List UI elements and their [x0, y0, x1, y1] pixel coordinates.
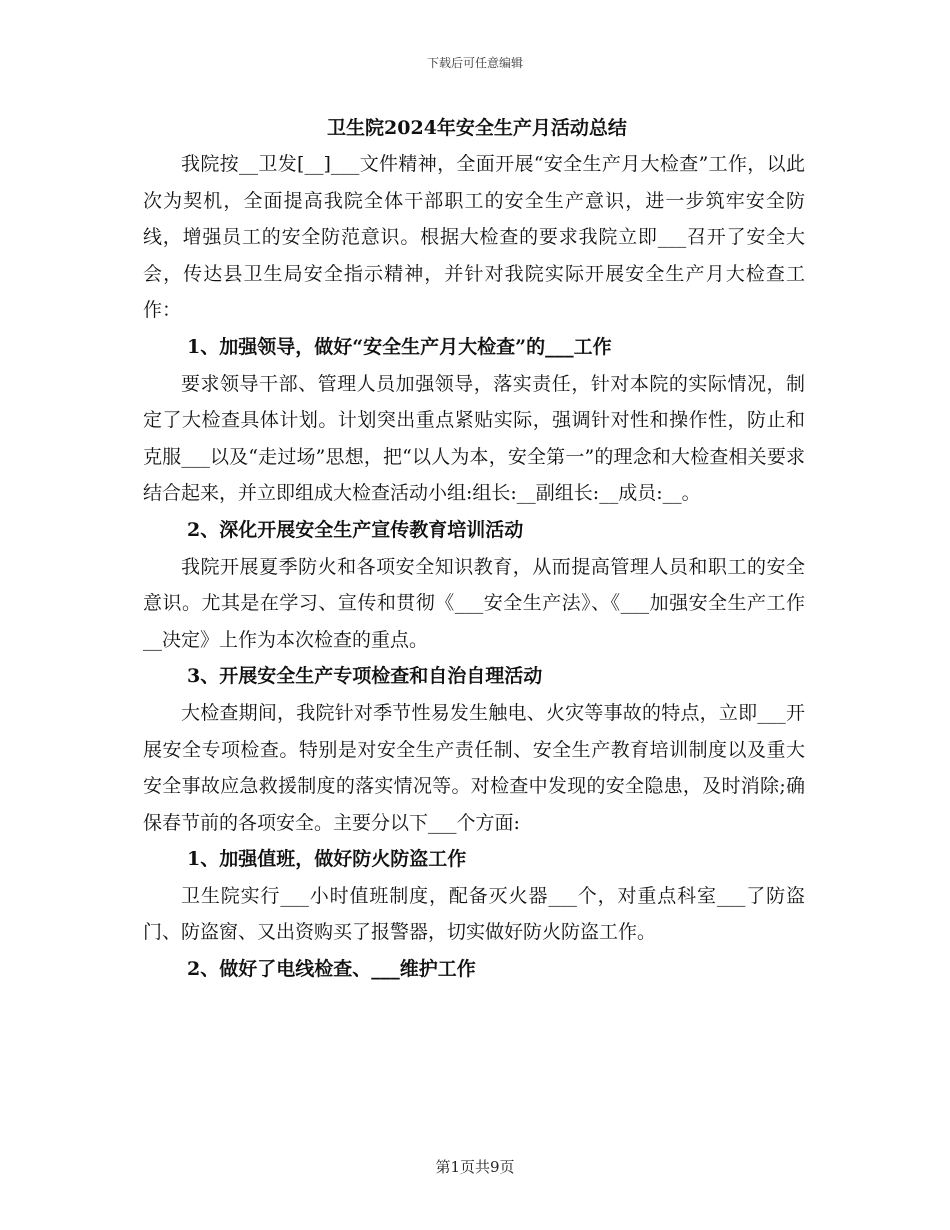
section-heading: 1、加强领导，做好“安全生产月大检查”的___工作: [187, 335, 612, 358]
paragraph: 卫生院实行___小时值班制度，配备灭火器___个，对重点科室___了防盗门、防盗窗、又出资购买了报警器，切实做好防火防盗工作。: [143, 884, 805, 944]
paragraph: 要求领导干部、管理人员加强领导，落实责任，针对本院的实际情况，制定了大检查具体计划。计划突出重点紧贴实际，强调针对性和操作性，防止和克服___以及“走过场”思想，把“以人为本，安全第一”的理念和大检查相关要求结合起来，并立即组成大检查活动小组:组长:__副组长:__成员:__。: [143, 372, 805, 505]
section-heading: 2、深化开展安全生产宣传教育培训活动: [187, 518, 524, 541]
document-title: 卫生院2024年安全生产月活动总结: [327, 117, 627, 139]
section-heading: 3、开展安全生产专项检查和自治自理活动: [187, 665, 543, 688]
document-body: [143, 110, 805, 988]
paragraph-intro: 我院按__卫发[__]___文件精神，全面开展“安全生产月大检查”工作，以此次为契机，全面提高我院全体干部职工的安全生产意识，进一步筑牢安全防线，增强员工的安全防范意识。根据大检查的要求我院立即___召开了安全大会，传达县卫生局安全指示精神，并针对我院实际开展安全生产月大检查工作：: [143, 153, 805, 322]
paragraph: 我院开展夏季防火和各项安全知识教育，从而提高管理人员和职工的安全意识。尤其是在学习、宣传和贯彻《___安全生产法》、《___加强安全生产工作__决定》上作为本次检查的重点。: [143, 555, 805, 651]
header-note: 下载后可任意编辑: [426, 56, 523, 70]
subsection-heading: 2、做好了电线检查、___维护工作: [187, 958, 476, 981]
page-footer: 第1页共9页: [435, 1158, 515, 1176]
paragraph: 大检查期间，我院针对季节性易发生触电、火灾等事故的特点，立即___开展安全专项检查。特别是对安全生产责任制、安全生产教育培训制度以及重大安全事故应急救援制度的落实情况等。对检查中发现的安全隐患，及时消除;确保春节前的各项安全。主要分以下___个方面:: [143, 701, 805, 834]
subsection-heading: 1、加强值班，做好防火防盗工作: [187, 848, 467, 871]
